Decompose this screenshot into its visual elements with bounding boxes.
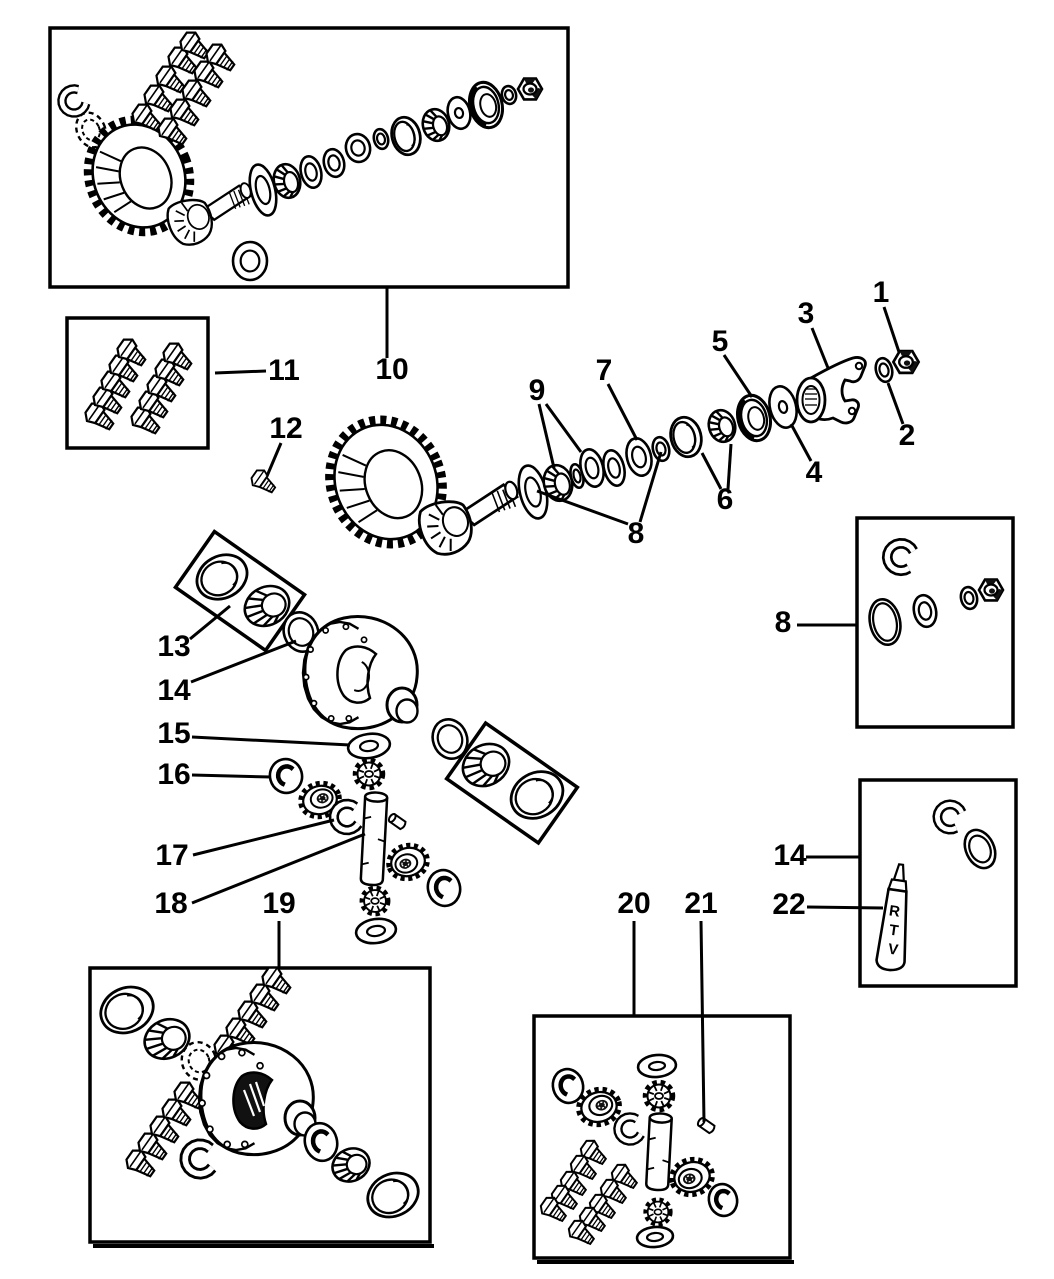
callout-18: 18 <box>154 887 188 920</box>
leader-line-7 <box>608 384 637 440</box>
callout-14: 14 <box>773 839 807 872</box>
callout-19: 19 <box>262 887 296 920</box>
rtv-label: RTV <box>886 902 902 959</box>
callout-2: 2 <box>898 419 916 452</box>
leader-line-3 <box>812 328 828 368</box>
washer <box>623 436 655 479</box>
callout-1: 1 <box>872 276 890 309</box>
leader-line-8 <box>537 491 628 524</box>
thrust-washer <box>347 731 392 761</box>
callout-20: 20 <box>617 887 651 920</box>
washer <box>321 147 347 179</box>
leader-line-21 <box>701 921 704 1122</box>
leader-line-17 <box>193 820 334 855</box>
lock-pin <box>388 813 407 830</box>
washer <box>343 132 373 165</box>
lock-pin <box>697 1117 716 1134</box>
c-clip <box>184 1143 213 1175</box>
callout-8: 8 <box>774 606 792 639</box>
callout-22: 22 <box>772 888 806 921</box>
washer <box>233 242 267 280</box>
callout-15: 15 <box>157 717 191 750</box>
washer <box>549 1066 587 1107</box>
rtv-sealant-tube <box>875 863 917 972</box>
pinion-nut <box>979 580 1003 601</box>
pinion-seal <box>465 79 507 131</box>
callout-4: 4 <box>805 456 823 489</box>
side-gear <box>668 1156 715 1199</box>
callout-6: 6 <box>716 483 734 516</box>
pinion-nut <box>893 351 918 373</box>
callout-3: 3 <box>797 297 815 330</box>
leader-line-14 <box>191 641 296 682</box>
leader-line-2 <box>888 383 903 424</box>
washer <box>424 866 464 909</box>
callout-17: 17 <box>155 839 189 872</box>
bearing-cup <box>361 1165 426 1225</box>
callout-16: 16 <box>157 758 191 791</box>
washer <box>355 916 398 945</box>
washer <box>600 448 628 488</box>
leader-line-11 <box>215 371 266 373</box>
callout-12: 12 <box>269 412 303 445</box>
washer <box>636 1225 674 1248</box>
callout-8: 8 <box>627 517 645 550</box>
washer <box>873 356 894 383</box>
leader-line-16 <box>192 775 271 777</box>
c-clip <box>332 802 360 832</box>
pinion-mate-shaft <box>646 1113 672 1191</box>
washer <box>650 435 671 462</box>
washer <box>911 593 939 629</box>
thrust-washer <box>266 755 306 796</box>
leader-line-22 <box>807 907 883 908</box>
pinion-yoke <box>797 357 865 422</box>
differential-case <box>303 617 418 729</box>
leader-line-1 <box>884 307 899 352</box>
callout-14: 14 <box>157 674 191 707</box>
washer <box>372 128 390 151</box>
side-gear <box>386 842 431 883</box>
pinion-nut <box>518 79 542 100</box>
pinion-mate-shaft <box>361 792 388 886</box>
leader-line-15 <box>192 737 350 745</box>
trac-lok-case <box>199 1043 316 1155</box>
callout-10: 10 <box>375 353 409 386</box>
bearing-cup <box>503 762 572 827</box>
callout-7: 7 <box>595 354 613 387</box>
washer <box>959 825 1001 873</box>
c-clip <box>615 1115 642 1144</box>
ring-gear-bolt-12 <box>249 467 280 496</box>
kit-box-ring-gear-bolts <box>67 318 208 448</box>
bearing-cup <box>667 414 706 460</box>
bearing-cup <box>388 114 424 158</box>
c-clip <box>934 801 964 832</box>
callout-11: 11 <box>268 354 300 387</box>
washer <box>637 1053 677 1078</box>
o-ring <box>866 596 905 647</box>
callout-9: 9 <box>528 374 546 407</box>
leader-line-5 <box>724 355 752 397</box>
pinion-gear <box>646 1083 672 1109</box>
c-clip <box>884 540 915 573</box>
callout-5: 5 <box>711 325 729 358</box>
washer <box>959 586 979 611</box>
parts-layer <box>57 29 1003 1249</box>
pinion-gear <box>356 761 382 787</box>
tapered-bearing <box>705 407 739 445</box>
pinion-gear <box>363 889 388 914</box>
pinion-gear <box>646 1200 669 1223</box>
callout-21: 21 <box>684 887 718 920</box>
leader-line-12 <box>267 443 281 476</box>
callout-13: 13 <box>157 630 191 663</box>
leader-line-9 <box>546 404 581 452</box>
